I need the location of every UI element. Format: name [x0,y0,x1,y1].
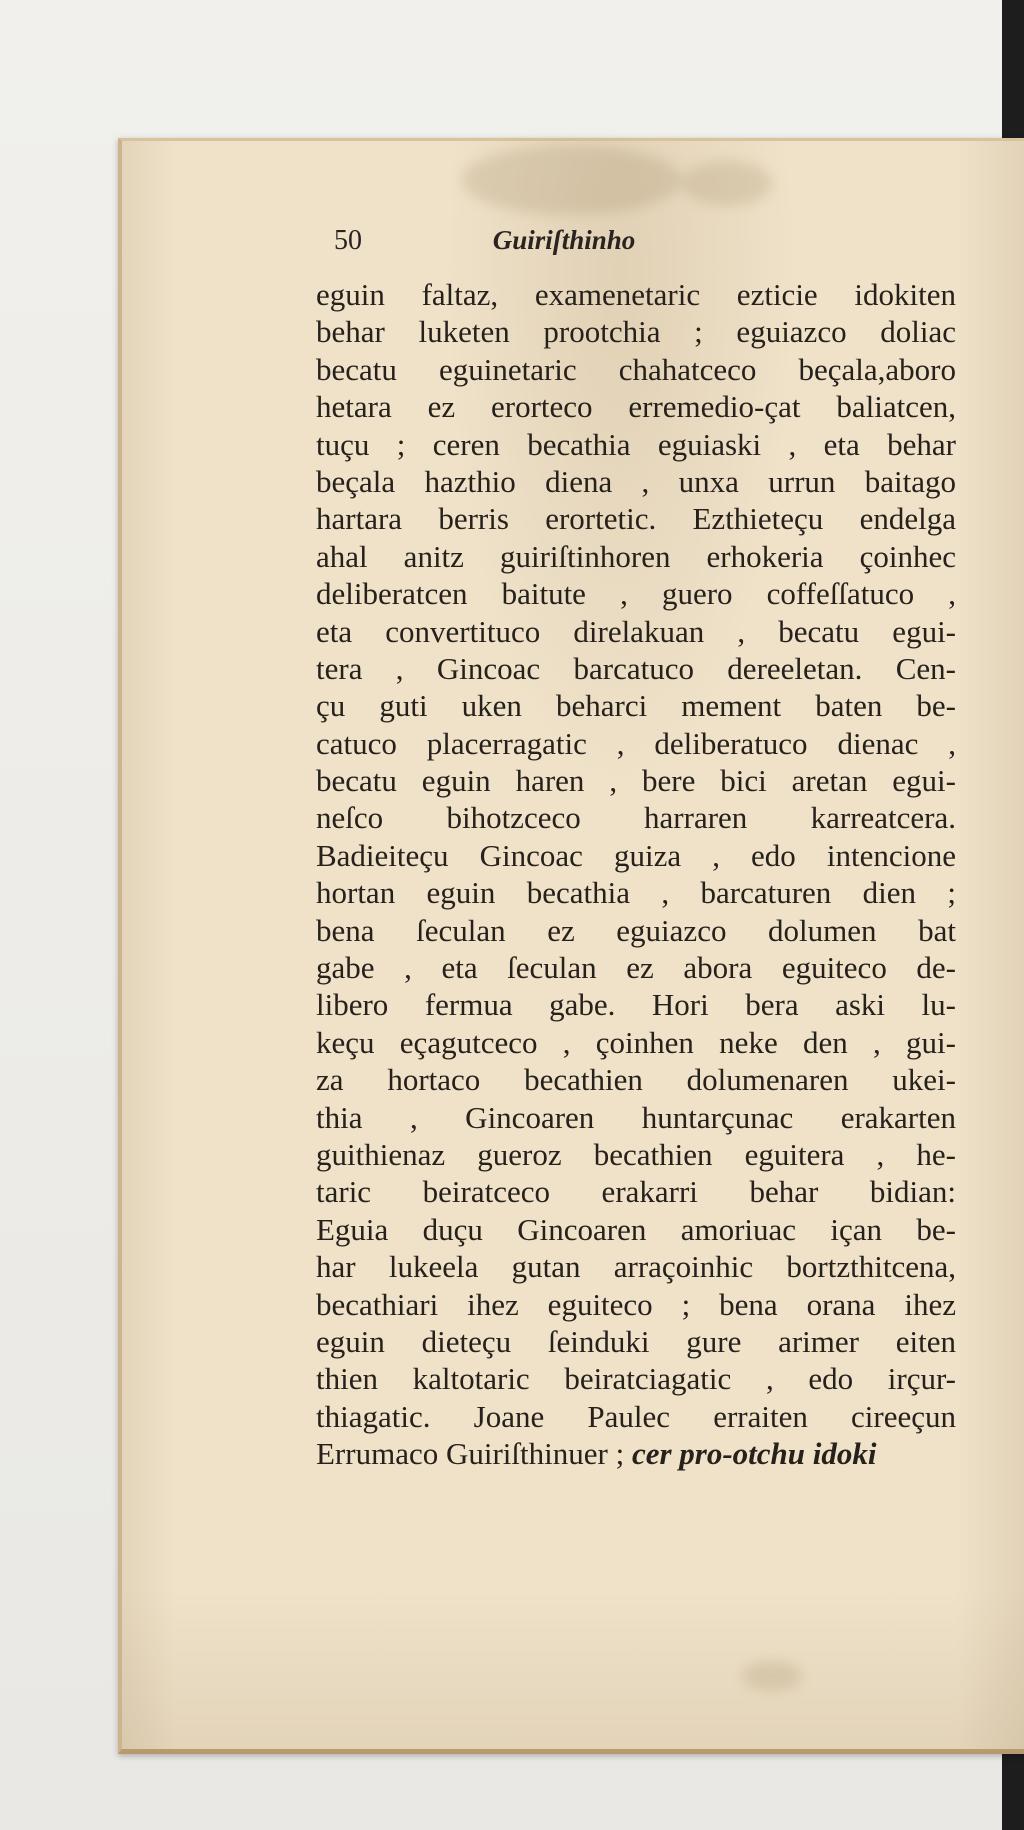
text-line: Badieiteçu Gincoac guiza , edo intencione [316,837,956,873]
text-line: za hortaco becathien dolumenaren ukei- [316,1062,956,1098]
text-line: tera , Gincoac barcatuco dereeletan. Cen- [316,650,956,686]
running-head: Guiriſthinho [492,225,636,255]
text-line-last [316,1435,956,1472]
text-line: becatu eguinetaric chahatceco beçala,aboro [316,351,956,387]
text-line: hetara ez erorteco erremedio-çat baliatcen, [316,389,956,425]
text-line: hortan eguin becathia , barcaturen dien ; [316,875,956,911]
text-line: bena ſeculan ez eguiazco dolumen bat [316,912,956,948]
text-line: thiagatic. Joane Paulec erraiten cireeçun [316,1398,956,1434]
text-line: becathiari ihez eguiteco ; bena orana ihez [316,1286,956,1322]
text-line: becatu eguin haren , bere bici aretan egui- [316,763,956,799]
text-line: beçala hazthio diena , unxa urrun baitago [316,463,956,499]
text-line: catuco placerragatic , deliberatuco dienac , [316,725,956,761]
text-line: behar luketen prootchia ; eguiazco doliac [316,314,956,350]
text-line: eta convertituco direlakuan , becatu egui- [316,613,956,649]
text-line: neſco bihotzceco harraren karreatcera. [316,800,956,836]
book-spine-top [1002,0,1024,145]
text-line-last-roman: Errumaco Guiriſthinuer ; [316,1436,625,1472]
text-line: guithienaz gueroz becathien eguitera , he- [316,1136,956,1172]
page-number: 50 [334,225,362,256]
text-line: gabe , eta ſeculan ez abora eguiteco de- [316,950,956,986]
text-line: ahal anitz guiriſtinhoren erhokeria çoinhec [316,538,956,574]
text-line: çu guti uken beharci mement baten be- [316,688,956,724]
page-header [334,225,754,265]
text-line: thia , Gincoaren huntarçunac erakarten [316,1099,956,1135]
text-line: taric beiratceco erakarri behar bidian: [316,1174,956,1210]
page-stain [742,1661,802,1691]
text-line: keçu eçagutceco , çoinhen neke den , gui- [316,1024,956,1060]
text-line: hartara berris erortetic. Ezthieteçu endelga [316,501,956,537]
page-stain [682,161,772,206]
page-stain [462,145,682,215]
text-line: deliberatcen baitute , guero coffeſſatuco , [316,576,956,612]
body-text [316,276,956,1473]
text-line: har lukeela gutan arraçoinhic bortzthitcena, [316,1249,956,1285]
text-line: Eguia duçu Gincoaren amoriuac içan be- [316,1211,956,1247]
text-line: eguin faltaz, examenetaric ezticie idokiten [316,277,956,312]
text-line: libero fermua gabe. Hori bera aski lu- [316,987,956,1023]
text-line: tuçu ; ceren becathia eguiaski , eta behar [316,426,956,462]
text-line: thien kaltotaric beiratciagatic , edo irçur- [316,1361,956,1397]
text-line-last-italic: cer pro-otchu idoki [631,1436,877,1472]
text-line: eguin dieteçu ſeinduki gure arimer eiten [316,1323,956,1359]
